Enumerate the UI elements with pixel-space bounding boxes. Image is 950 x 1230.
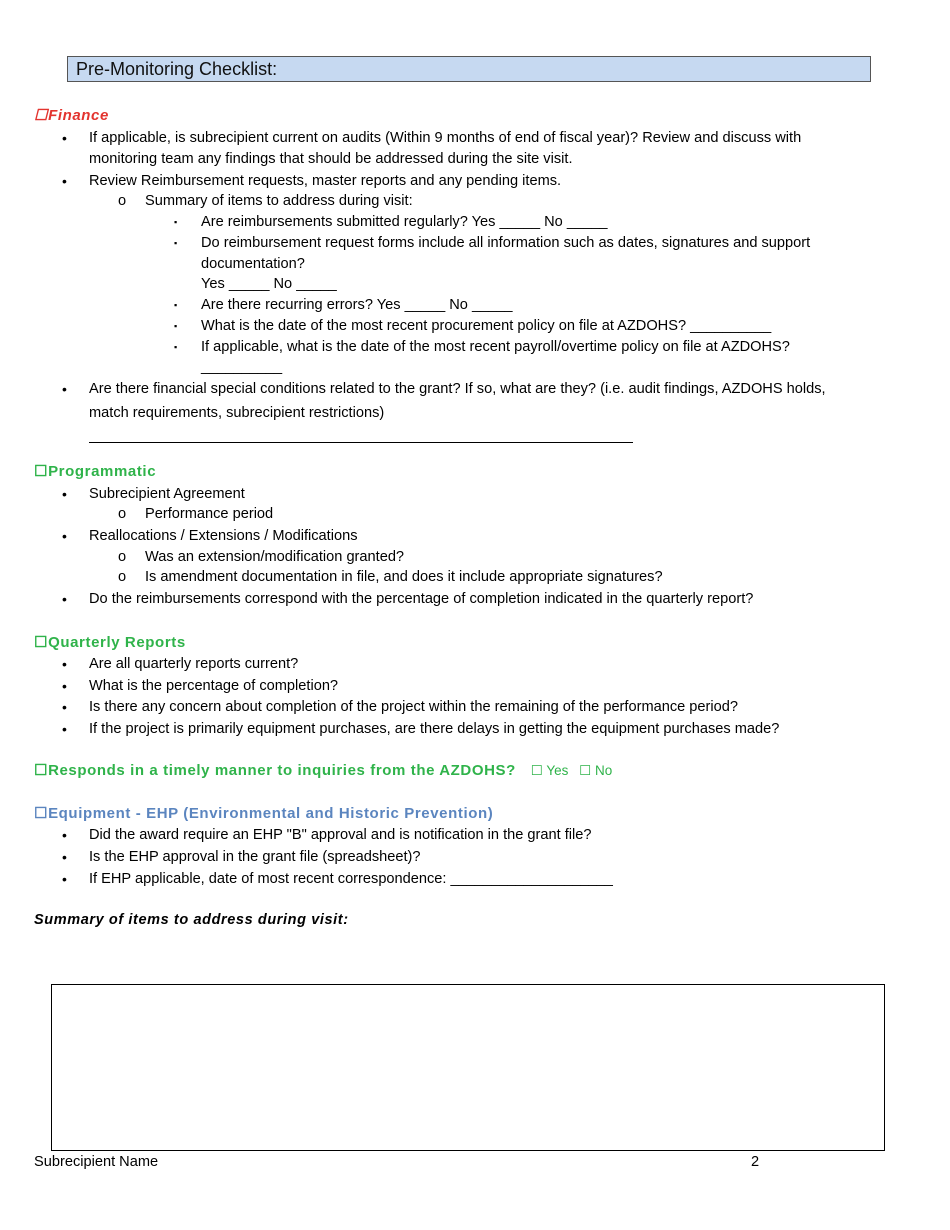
square-bullet-icon: ▪ [174, 342, 178, 352]
bullet-icon: • [62, 130, 67, 146]
bullet-icon: • [62, 173, 67, 189]
finance-q2-line2: documentation? [201, 256, 305, 272]
bullet-icon: • [62, 528, 67, 544]
responds-checkbox-icon[interactable]: ☐ [34, 762, 49, 779]
circle-bullet-icon: o [118, 506, 127, 522]
finance-summary-sub: Summary of items to address during visit: [145, 193, 413, 209]
finance-q3: Are there recurring errors? Yes _____ No _____ [201, 297, 513, 313]
footer-subrecipient-name: Subrecipient Name [34, 1154, 159, 1170]
bullet-icon: • [62, 678, 67, 694]
bullet-icon: • [62, 871, 67, 887]
finance-q5-line1: If applicable, what is the date of the most recent payroll/overtime policy on file at AZDOHS? [201, 339, 790, 355]
programmatic-checkbox-icon[interactable]: ☐ [34, 463, 49, 480]
responds-heading [34, 761, 612, 779]
square-bullet-icon: ▪ [174, 300, 178, 310]
equipment-ehp-heading[interactable] [34, 804, 493, 822]
quarterly-heading-label: Quarterly Reports [48, 634, 186, 651]
finance-checkbox-icon[interactable]: ☐ [34, 107, 49, 124]
summary-textbox[interactable] [51, 984, 885, 1151]
finance-q2-line3: Yes _____ No _____ [201, 276, 337, 292]
responds-yes-option[interactable] [531, 763, 569, 778]
quarterly-checkbox-icon[interactable]: ☐ [34, 634, 49, 651]
finance-audit-line2: monitoring team any findings that should be addressed during the site visit. [89, 151, 573, 167]
programmatic-heading[interactable] [34, 462, 156, 480]
programmatic-agreement: Subrecipient Agreement [89, 486, 245, 502]
programmatic-performance: Performance period [145, 506, 274, 522]
finance-q2-line1: Do reimbursement request forms include all information such as dates, signatures and support [201, 235, 811, 251]
finance-heading[interactable] [34, 106, 109, 124]
equipment-approval: Did the award require an EHP "B" approval and is notification in the grant file? [89, 827, 592, 843]
page-title: Pre-Monitoring Checklist: [76, 59, 278, 79]
circle-bullet-icon: o [118, 549, 127, 565]
bullet-icon: • [62, 721, 67, 737]
square-bullet-icon: ▪ [174, 238, 178, 248]
no-checkbox-icon[interactable]: ☐ [579, 763, 592, 778]
quarterly-concern: Is there any concern about completion of the project within the remaining of the performance period? [89, 699, 738, 715]
finance-q1: Are reimbursements submitted regularly? Yes _____ No _____ [201, 214, 608, 230]
page-number: 2 [751, 1154, 760, 1170]
quarterly-current: Are all quarterly reports current? [89, 656, 299, 672]
quarterly-heading[interactable] [34, 633, 186, 651]
bullet-icon: • [62, 486, 67, 502]
circle-bullet-icon: o [118, 193, 127, 209]
responds-heading-label: Responds in a timely manner to inquiries from the AZDOHS? [48, 762, 516, 779]
circle-bullet-icon: o [118, 569, 127, 585]
equipment-checkbox-icon[interactable]: ☐ [34, 805, 49, 822]
bullet-icon: • [62, 591, 67, 607]
summary-heading: Summary of items to address during visit: [34, 912, 349, 928]
title-bar [67, 56, 871, 82]
responds-no-option[interactable] [579, 763, 612, 778]
bullet-icon: • [62, 656, 67, 672]
quarterly-percent: What is the percentage of completion? [89, 678, 339, 694]
finance-special-line2: match requirements, subrecipient restrictions) [89, 405, 385, 421]
yes-checkbox-icon[interactable]: ☐ [530, 763, 543, 778]
bullet-icon: • [62, 699, 67, 715]
finance-q4: What is the date of the most recent procurement policy on file at AZDOHS? __________ [201, 318, 772, 334]
square-bullet-icon: ▪ [174, 321, 178, 331]
quarterly-equipment: If the project is primarily equipment purchases, are there delays in getting the equipment purchases made? [89, 721, 780, 737]
finance-review: Review Reimbursement requests, master reports and any pending items. [89, 173, 562, 189]
bullet-icon: • [62, 381, 67, 397]
equipment-in-file: Is the EHP approval in the grant file (spreadsheet)? [89, 849, 421, 865]
special-conditions-answer-line[interactable] [89, 442, 633, 443]
programmatic-amendment: Is amendment documentation in file, and does it include appropriate signatures? [145, 569, 663, 585]
square-bullet-icon: ▪ [174, 217, 178, 227]
finance-audit-line1: If applicable, is subrecipient current on audits (Within 9 months of end of fiscal year)? Review and discuss with [89, 130, 802, 146]
programmatic-extension: Was an extension/modification granted? [145, 549, 405, 565]
no-label: No [595, 763, 613, 778]
equipment-heading-label: Equipment - EHP (Environmental and Historic Prevention) [48, 805, 494, 822]
finance-special-line1: Are there financial special conditions related to the grant? If so, what are they? (i.e. audit findings, AZDOHS holds, [89, 381, 826, 397]
equipment-correspondence: If EHP applicable, date of most recent correspondence: ____________________ [89, 871, 613, 887]
programmatic-realloc: Reallocations / Extensions / Modifications [89, 528, 358, 544]
finance-q5-line2: __________ [201, 359, 283, 375]
yes-label: Yes [546, 763, 569, 778]
bullet-icon: • [62, 827, 67, 843]
finance-heading-label: Finance [48, 107, 109, 124]
programmatic-correspond: Do the reimbursements correspond with the percentage of completion indicated in the quarterly report? [89, 591, 754, 607]
bullet-icon: • [62, 849, 67, 865]
programmatic-heading-label: Programmatic [48, 463, 157, 480]
